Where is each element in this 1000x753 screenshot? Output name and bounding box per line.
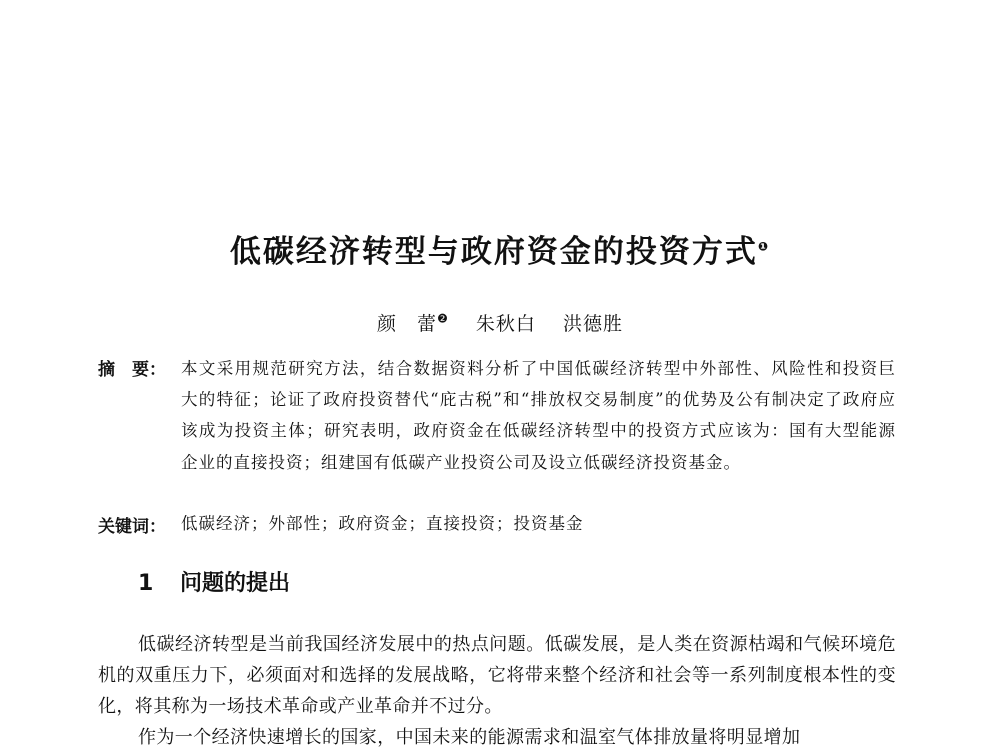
keyword-separator: ； [408,514,426,533]
section-number: 1 [138,571,154,596]
author-name: 洪德胜 [562,313,623,335]
author-footnote-mark: ❷ [437,311,449,326]
section-title: 问题的提出 [180,571,291,596]
keyword-separator: ； [251,514,269,533]
abstract-text: 本文采用规范研究方法，结合数据资料分析了中国低碳经济转型中外部性、风险性和投资巨大的特征；论证了政府投资替代“庇古税”和“排放权交易制度”的优势及公有制决定了政府应该成为投资主体；研究表明，政府资金在低碳经济转型中的投资方式应该为：国有大型能源企业的直接投资；组建国有低碳产业投资公司及设立低碳经济投资基金。 [181,359,896,472]
section-heading [138,566,290,597]
author-list [0,309,1000,336]
keywords-list [181,510,584,534]
keywords-label: 关键词： [98,517,166,537]
keyword: 投资基金 [513,514,584,533]
keyword-separator: ； [496,514,514,533]
keyword: 直接投资 [426,514,496,533]
author-name: 朱秋白 [475,313,536,335]
title-text: 低碳经济转型与政府资金的投资方式 [229,234,758,270]
keyword-separator: ； [321,514,339,533]
title-footnote-mark: ❶ [757,239,771,254]
body-paragraph: 低碳经济转型是当前我国经济发展中的热点问题。低碳发展，是人类在资源枯竭和气候环境危机的双重压力下，必须面对和选择的发展战略，它将带来整个经济和社会等一系列制度根本性的变化，将其称为一场技术革命或产业革命并不过分。 [98,634,896,717]
keyword: 低碳经济 [181,514,251,533]
keyword: 政府资金 [338,514,409,533]
abstract-label: 摘 要： [98,360,166,380]
paper-title [0,226,1000,271]
body-paragraph: 作为一个经济快速增长的国家，中国未来的能源需求和温室气体排放量将明显增加 [138,727,801,748]
author-name: 颜 蕾$^❷$ [377,311,449,335]
keyword: 外部性 [268,514,321,533]
